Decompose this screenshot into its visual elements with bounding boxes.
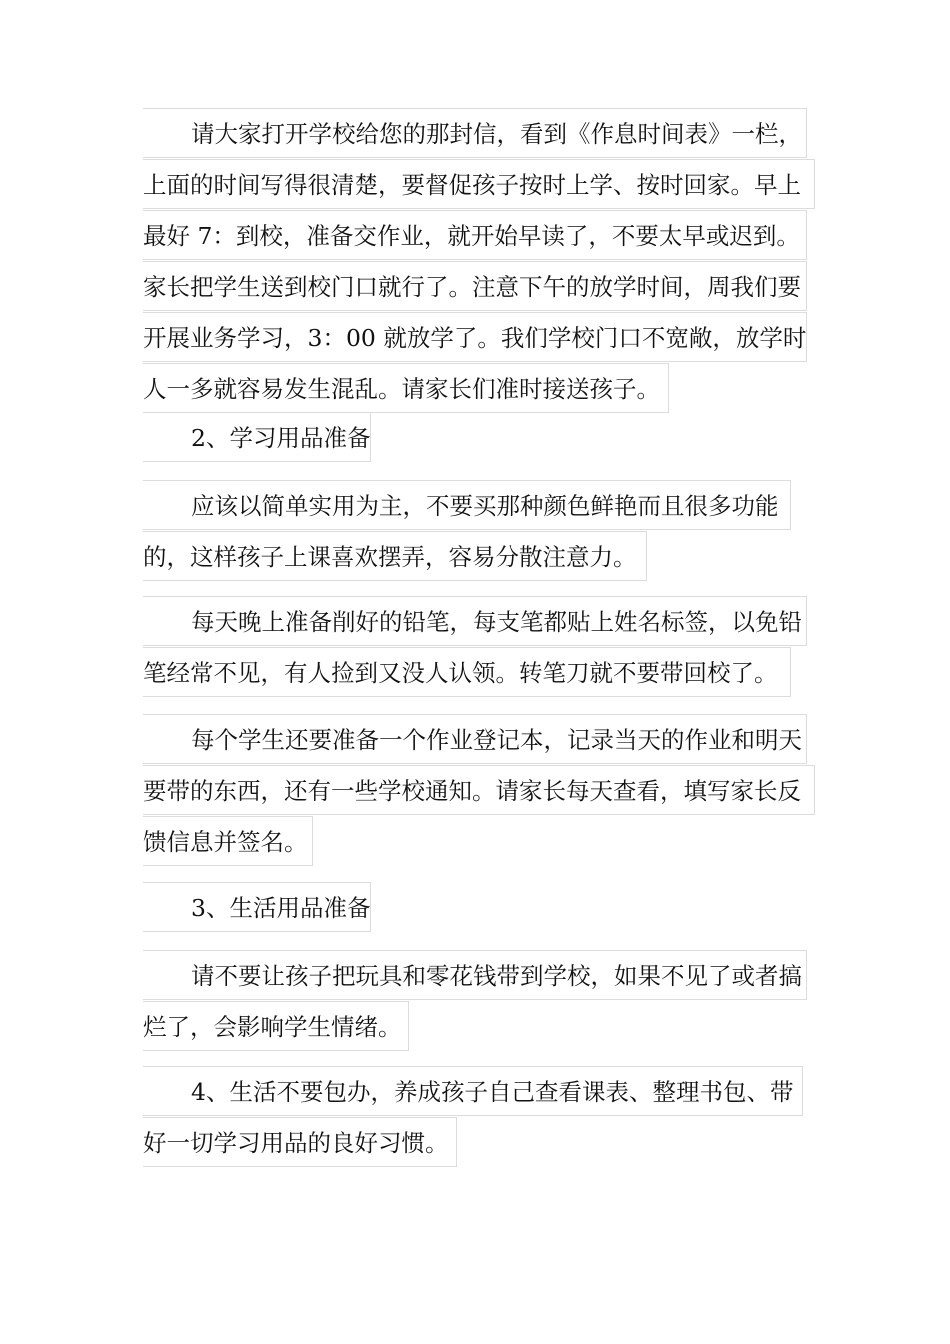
text-line: 好一切学习用品的良好习惯。 xyxy=(143,1117,457,1167)
text-line: 上面的时间写得很清楚，要督促孩子按时上学、按时回家。早上 xyxy=(143,159,815,209)
section-heading-daily-supplies xyxy=(143,882,823,933)
paragraph-supplies-simple xyxy=(143,480,823,582)
text-line: 请大家打开学校给您的那封信，看到《作息时间表》一栏， xyxy=(143,108,807,158)
heading-line: 2、学习用品准备 xyxy=(143,412,371,462)
text-line: 开展业务学习，3：00 就放学了。我们学校门口不宽敞，放学时 xyxy=(143,312,807,362)
text-line: 每个学生还要准备一个作业登记本，记录当天的作业和明天 xyxy=(143,714,807,764)
text-line: 家长把学生送到校门口就行了。注意下午的放学时间，周我们要 xyxy=(143,261,807,311)
paragraph-schedule xyxy=(143,108,823,414)
paragraph-pencils xyxy=(143,596,823,698)
text-line: 烂了，会影响学生情绪。 xyxy=(143,1001,409,1051)
text-line: 的，这样孩子上课喜欢摆弄，容易分散注意力。 xyxy=(143,531,647,581)
paragraph-homework-notebook xyxy=(143,714,823,867)
paragraph-habits xyxy=(143,1066,823,1168)
text-line: 人一多就容易发生混乱。请家长们准时接送孩子。 xyxy=(143,363,669,413)
heading-line: 3、生活用品准备 xyxy=(143,882,371,932)
text-line: 应该以简单实用为主，不要买那种颜色鲜艳而且很多功能 xyxy=(143,480,791,530)
paragraph-toys-money xyxy=(143,950,823,1052)
text-line: 最好 7：到校，准备交作业，就开始早读了，不要太早或迟到。 xyxy=(143,210,807,260)
text-line: 4、生活不要包办，养成孩子自己查看课表、整理书包、带 xyxy=(143,1066,803,1116)
text-line: 馈信息并签名。 xyxy=(143,816,313,866)
text-line: 要带的东西，还有一些学校通知。请家长每天查看，填写家长反 xyxy=(143,765,815,815)
text-line: 请不要让孩子把玩具和零花钱带到学校，如果不见了或者搞 xyxy=(143,950,807,1000)
text-line: 每天晚上准备削好的铅笔，每支笔都贴上姓名标签，以免铅 xyxy=(143,596,807,646)
text-line: 笔经常不见，有人捡到又没人认领。转笔刀就不要带回校了。 xyxy=(143,647,791,697)
section-heading-school-supplies xyxy=(143,412,823,463)
